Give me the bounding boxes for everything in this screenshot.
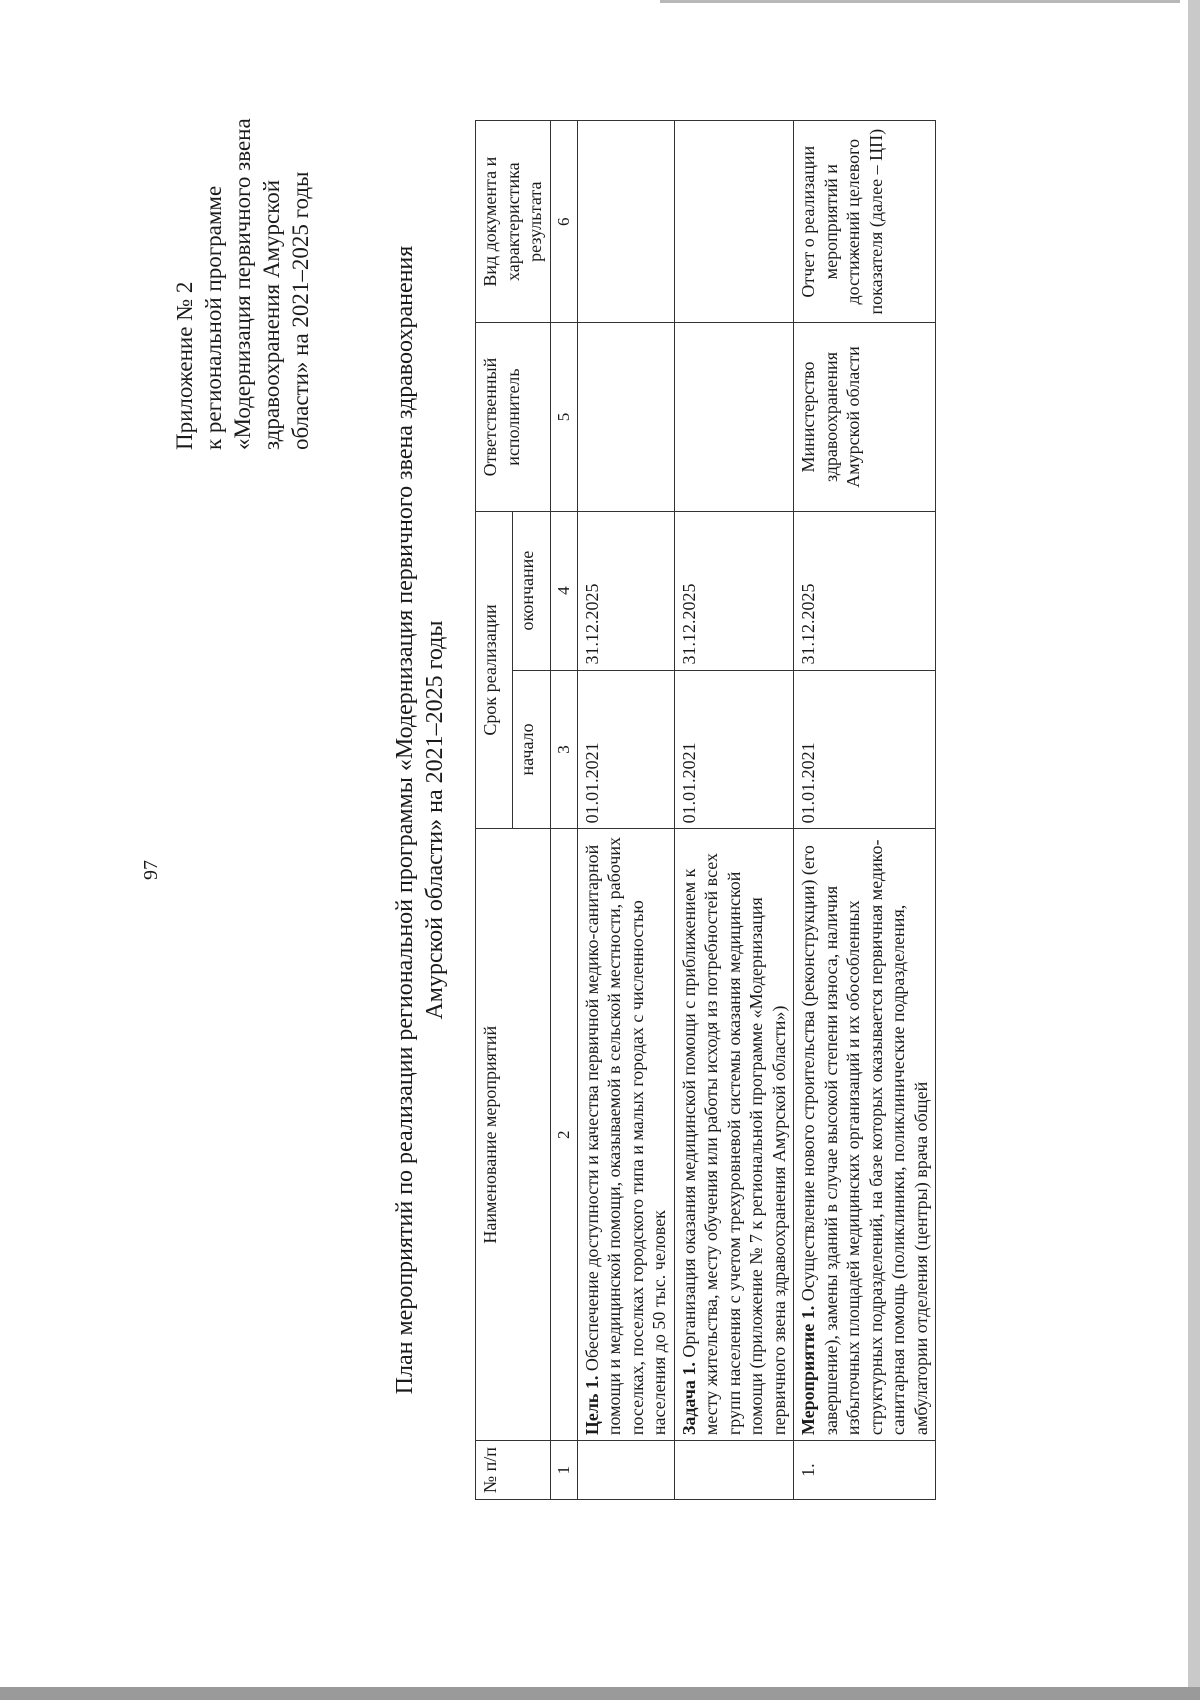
header-end: окончание [513,511,550,670]
row-num [577,1441,674,1500]
scan-edge [1188,0,1200,1700]
row-name-text: Осуществление нового строительства (реконструкции) (его завершение), замены зданий в случае высокой степени износа, наличия избыточных площадей медицинских организаций и их обособленных структурных подразделений, на базе которых оказывается первичная медико-санитарная помощь (поликлиники, поликлинические подразделения, амбулатории отделения (центры) врача общей [798,839,931,1436]
row-doc-type: Отчет о реализации мероприятий и достижений целевого показателя (далее – ЦП) [794,121,936,323]
appendix-line: Приложение № 2 [172,281,197,450]
row-start: 01.01.2021 [794,670,936,829]
document-title [390,70,450,1570]
row-name-bold: Задача 1. [678,1362,699,1436]
row-responsible [577,323,674,511]
row-num: 1. [794,1441,936,1500]
row-name [794,829,936,1441]
table-row [577,121,674,1500]
page-number: 97 [140,860,162,880]
row-responsible: Министерство здравоохранения Амурской области [794,323,936,511]
row-name-bold: Цель 1. [581,1375,602,1436]
plan-table [475,120,936,1500]
appendix-note [170,30,315,450]
row-start: 01.01.2021 [674,670,794,829]
column-number: 1 [550,1441,577,1500]
column-number: 4 [550,511,577,670]
row-start: 01.01.2021 [577,670,674,829]
header-period: Срок реализации [476,511,513,829]
title-line: План мероприятий по реализации региональной программы «Модернизация первичного звена здравоохранения [392,245,418,1395]
row-end: 31.12.2025 [674,511,794,670]
row-name-bold: Мероприятие 1. [798,1305,818,1436]
row-num [674,1441,794,1500]
row-name-text: Организация оказания медицинской помощи с приближением к месту жительства, месту обучения или работы исходя из потребностей всех групп населения с учетом трехуровневой системы оказания медицинской помощи (приложение № 7 к региональной программе «Модернизация первичного звена здравоохранения Амурской области») [678,852,789,1436]
title-line: Амурской области» на 2021–2025 годы [422,620,448,1020]
scan-edge [660,0,1180,3]
row-end: 31.12.2025 [794,511,936,670]
rotated-document-page [20,40,1170,1640]
header-doc-type: Вид документа и характеристика результата [476,121,551,323]
row-doc-type [577,121,674,323]
column-number: 2 [550,829,577,1441]
header-responsible: Ответственный исполнитель [476,323,551,511]
header-name: Наименование мероприятий [476,829,551,1441]
appendix-line: к региональной программе [201,185,226,450]
header-start: начало [513,670,550,829]
row-name-text: Обеспечение доступности и качества первичной медико-санитарной помощи и медицинской помощи, оказываемой в сельской местности, рабочих поселках, поселках городского типа и малых городах с численностью населения до 50 тыс. человек [581,837,669,1436]
appendix-line: области» на 2021–2025 годы [288,171,313,450]
row-end: 31.12.2025 [577,511,674,670]
header-num: № п/п [476,1441,551,1500]
row-responsible [674,323,794,511]
column-number: 3 [550,670,577,829]
row-doc-type [674,121,794,323]
row-name [577,829,674,1441]
appendix-line: «Модернизация первичного звена [230,118,255,450]
row-name [674,829,794,1441]
column-number: 5 [550,323,577,511]
column-number: 6 [550,121,577,323]
table-row [794,121,936,1500]
table-row [674,121,794,1500]
scan-edge [0,1687,1200,1700]
appendix-line: здравоохранения Амурской [259,179,284,450]
